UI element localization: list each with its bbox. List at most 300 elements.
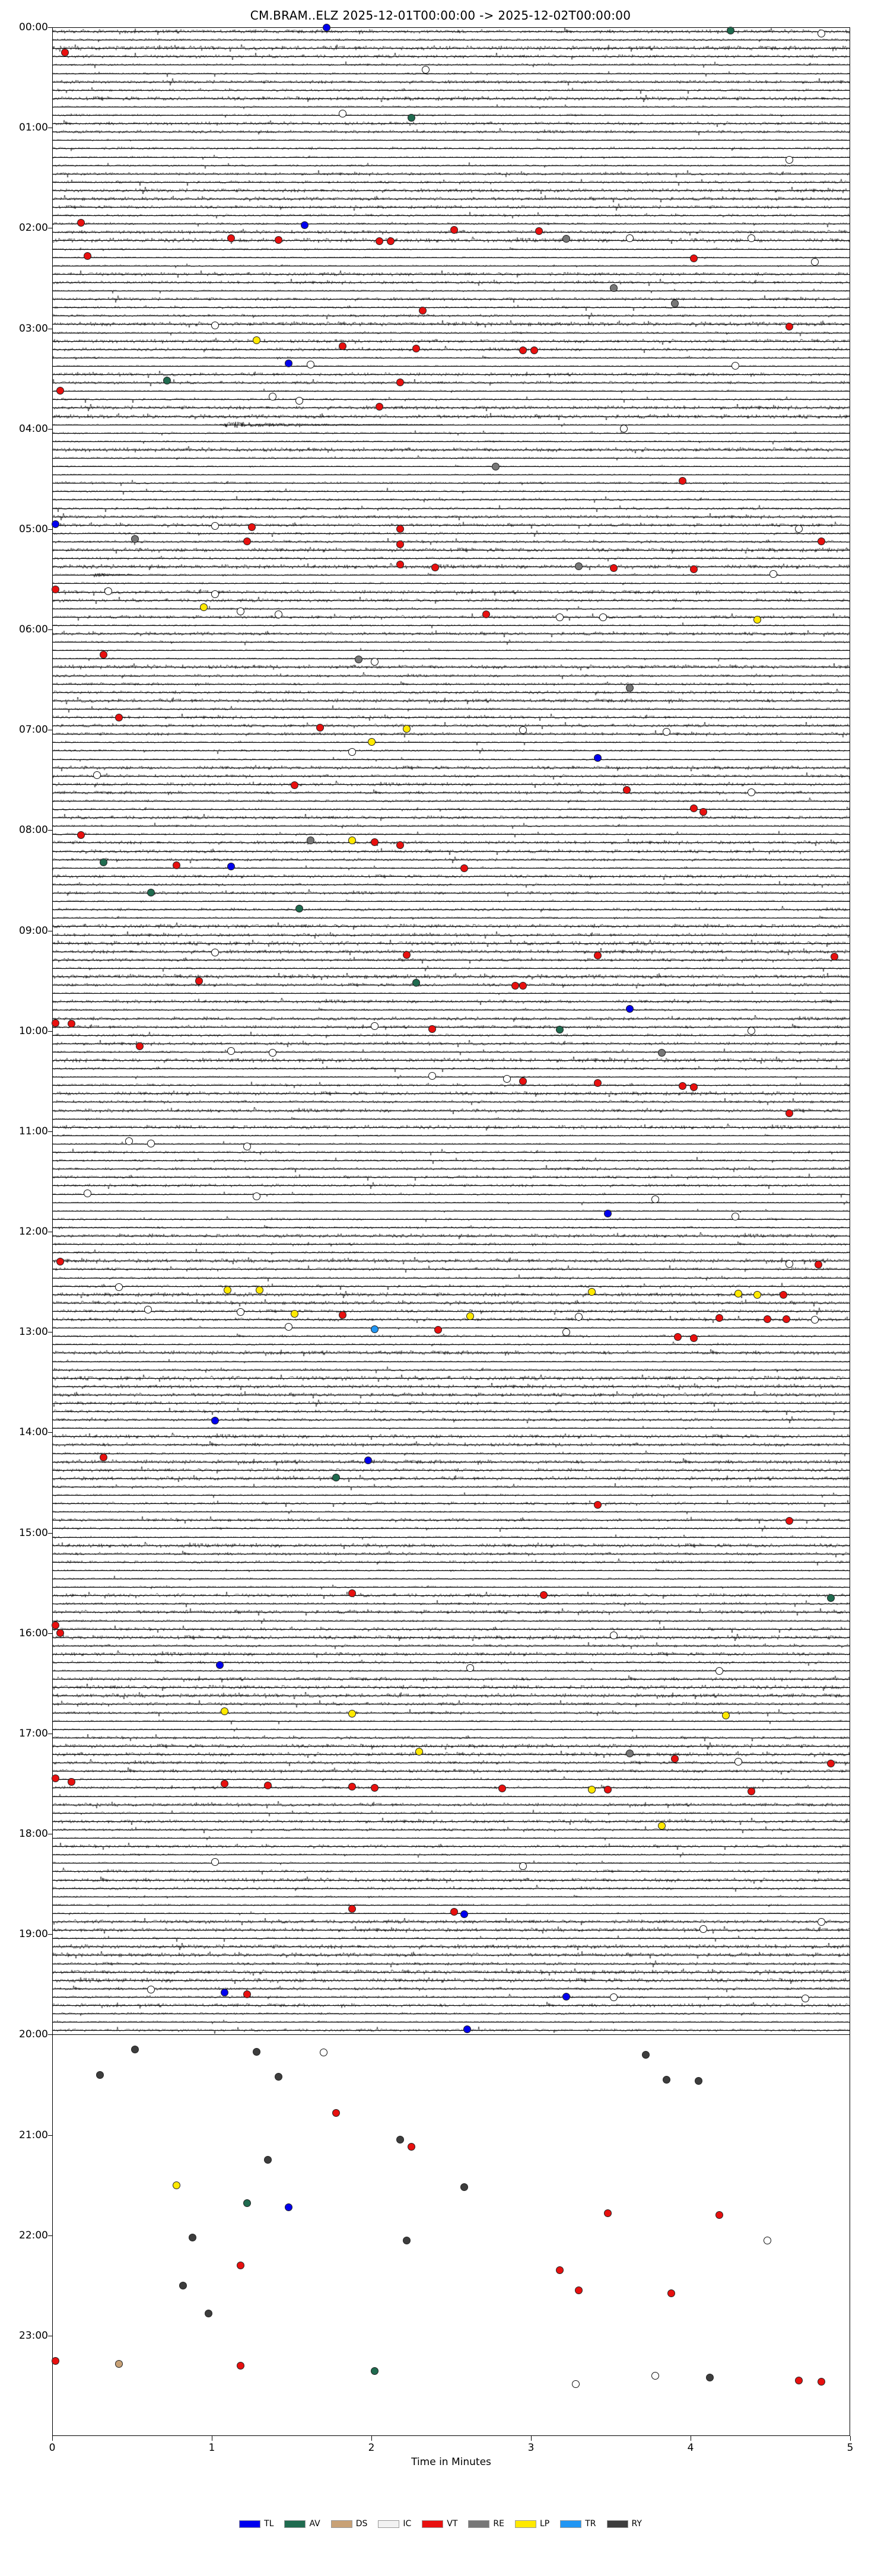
event-marker-ic[interactable] bbox=[785, 156, 793, 164]
event-marker-ry[interactable] bbox=[695, 2077, 702, 2085]
trace-row bbox=[52, 1559, 850, 1566]
event-marker-tr[interactable] bbox=[371, 1325, 379, 1333]
trace-row bbox=[52, 379, 850, 386]
trace-row bbox=[52, 120, 850, 127]
event-marker-ic[interactable] bbox=[764, 2237, 771, 2244]
event-marker-vt[interactable] bbox=[671, 1755, 679, 1763]
trace-row bbox=[52, 589, 850, 596]
event-marker-ry[interactable] bbox=[403, 2237, 411, 2244]
event-marker-tl[interactable] bbox=[285, 2203, 292, 2211]
event-marker-ic[interactable] bbox=[818, 30, 825, 37]
trace-row bbox=[52, 2085, 850, 2092]
hour-tick bbox=[48, 1131, 53, 1132]
event-marker-vt[interactable] bbox=[248, 523, 256, 531]
hour-label: 05:00 bbox=[19, 523, 48, 535]
trace-row bbox=[52, 471, 850, 478]
trace-row bbox=[52, 1366, 850, 1373]
trace-row bbox=[52, 2119, 850, 2126]
trace-row bbox=[52, 756, 850, 763]
trace-row bbox=[52, 154, 850, 161]
event-marker-vt[interactable] bbox=[815, 1261, 822, 1268]
event-marker-vt[interactable] bbox=[237, 2362, 244, 2370]
event-marker-lp[interactable] bbox=[658, 1822, 666, 1830]
event-marker-lp[interactable] bbox=[403, 725, 411, 733]
event-marker-ic[interactable] bbox=[211, 322, 219, 329]
event-marker-ic[interactable] bbox=[93, 771, 101, 779]
event-marker-vt[interactable] bbox=[396, 540, 404, 548]
trace-row bbox=[52, 1809, 850, 1817]
event-marker-vt[interactable] bbox=[764, 1315, 771, 1323]
event-marker-ic[interactable] bbox=[519, 1862, 527, 1870]
trace-row bbox=[52, 1424, 850, 1432]
trace-row bbox=[52, 1132, 850, 1139]
legend-label: LP bbox=[540, 2519, 550, 2529]
trace-row bbox=[52, 1692, 850, 1699]
event-marker-ry[interactable] bbox=[460, 2183, 468, 2191]
event-marker-vt[interactable] bbox=[371, 838, 379, 846]
trace-row bbox=[52, 764, 850, 771]
trace-row bbox=[52, 1943, 850, 1950]
event-marker-vt[interactable] bbox=[371, 1784, 379, 1792]
event-marker-vt[interactable] bbox=[408, 2143, 415, 2151]
trace-row bbox=[52, 1575, 850, 1582]
event-marker-vt[interactable] bbox=[785, 323, 793, 330]
trace-row bbox=[52, 454, 850, 462]
trace-row bbox=[52, 396, 850, 403]
trace-row bbox=[52, 1316, 850, 1323]
event-marker-vt[interactable] bbox=[690, 1334, 698, 1342]
legend-swatch bbox=[607, 2520, 628, 2528]
event-marker-vt[interactable] bbox=[674, 1333, 682, 1341]
hour-label: 09:00 bbox=[19, 924, 48, 937]
event-marker-ic[interactable] bbox=[620, 425, 628, 432]
event-marker-vt[interactable] bbox=[243, 538, 251, 545]
event-marker-ry[interactable] bbox=[642, 2051, 650, 2059]
legend-swatch bbox=[515, 2520, 536, 2528]
event-marker-vt[interactable] bbox=[460, 864, 468, 872]
hour-tick bbox=[48, 1533, 53, 1534]
trace-row bbox=[52, 914, 850, 921]
event-marker-ic[interactable] bbox=[610, 1632, 618, 1639]
event-marker-vt[interactable] bbox=[419, 307, 427, 314]
event-marker-ic[interactable] bbox=[626, 234, 634, 242]
event-marker-vt[interactable] bbox=[100, 651, 107, 659]
event-marker-ic[interactable] bbox=[227, 1047, 235, 1055]
trace-row bbox=[52, 1124, 850, 1131]
event-marker-vt[interactable] bbox=[783, 1315, 790, 1323]
event-marker-vt[interactable] bbox=[690, 255, 698, 262]
event-marker-av[interactable] bbox=[100, 858, 107, 866]
event-marker-vt[interactable] bbox=[519, 1077, 527, 1085]
trace-row bbox=[52, 463, 850, 470]
trace-row bbox=[52, 1458, 850, 1465]
event-marker-ry[interactable] bbox=[179, 2282, 187, 2289]
event-marker-lp[interactable] bbox=[368, 738, 376, 746]
trace-row bbox=[52, 145, 850, 152]
legend-label: RY bbox=[631, 2519, 642, 2529]
event-marker-vt[interactable] bbox=[530, 346, 538, 354]
event-marker-lp[interactable] bbox=[588, 1786, 596, 1793]
trace-row bbox=[52, 956, 850, 963]
trace-row bbox=[52, 287, 850, 294]
event-marker-vt[interactable] bbox=[540, 1591, 548, 1599]
trace-row bbox=[52, 2303, 850, 2310]
event-marker-av[interactable] bbox=[371, 2367, 379, 2375]
trace-row bbox=[52, 613, 850, 621]
event-marker-vt[interactable] bbox=[221, 1780, 228, 1788]
hour-label: 11:00 bbox=[19, 1125, 48, 1137]
trace-row bbox=[52, 1098, 850, 1105]
event-marker-vt[interactable] bbox=[690, 565, 698, 573]
event-marker-ic[interactable] bbox=[371, 1022, 379, 1030]
event-marker-vt[interactable] bbox=[818, 538, 825, 545]
event-marker-ic[interactable] bbox=[147, 1140, 155, 1147]
trace-row bbox=[52, 295, 850, 303]
hour-label: 18:00 bbox=[19, 1828, 48, 1840]
event-marker-vt[interactable] bbox=[519, 982, 527, 990]
trace-row bbox=[52, 1700, 850, 1707]
trace-row bbox=[52, 2428, 850, 2435]
trace-row bbox=[52, 1642, 850, 1649]
trace-row bbox=[52, 2110, 850, 2117]
event-marker-av[interactable] bbox=[412, 979, 420, 987]
trace-row bbox=[52, 2420, 850, 2427]
event-marker-av[interactable] bbox=[243, 2199, 251, 2207]
legend-item-ds[interactable] bbox=[331, 2519, 368, 2529]
event-marker-vt[interactable] bbox=[623, 786, 631, 794]
legend-swatch bbox=[331, 2520, 352, 2528]
event-marker-vt[interactable] bbox=[780, 1291, 787, 1299]
hour-label: 19:00 bbox=[19, 1928, 48, 1941]
event-marker-vt[interactable] bbox=[715, 1314, 723, 1322]
event-marker-lp[interactable] bbox=[256, 1286, 263, 1294]
trace-row bbox=[52, 1265, 850, 1273]
event-marker-ic[interactable] bbox=[211, 1858, 219, 1866]
trace-row bbox=[52, 2336, 850, 2343]
trace-row bbox=[52, 479, 850, 486]
event-marker-vt[interactable] bbox=[604, 1786, 612, 1793]
event-marker-lp[interactable] bbox=[348, 1710, 356, 1718]
trace-row bbox=[52, 70, 850, 77]
event-marker-lp[interactable] bbox=[224, 1286, 231, 1294]
trace-row bbox=[52, 413, 850, 420]
event-marker-ic[interactable] bbox=[428, 1072, 436, 1080]
event-marker-tl[interactable] bbox=[460, 1910, 468, 1918]
event-marker-ic[interactable] bbox=[371, 658, 379, 666]
trace-row bbox=[52, 371, 850, 378]
event-marker-ry[interactable] bbox=[189, 2234, 196, 2241]
event-marker-vt[interactable] bbox=[511, 982, 519, 990]
trace-row bbox=[52, 78, 850, 85]
hour-label: 02:00 bbox=[19, 222, 48, 234]
trace-row bbox=[52, 329, 850, 336]
trace-row bbox=[52, 1040, 850, 1047]
event-marker-lp[interactable] bbox=[348, 837, 356, 844]
legend-item-vt[interactable] bbox=[422, 2519, 457, 2529]
event-marker-vt[interactable] bbox=[84, 252, 91, 260]
event-marker-ic[interactable] bbox=[237, 608, 244, 615]
event-marker-vt[interactable] bbox=[61, 49, 69, 56]
trace-row bbox=[52, 1358, 850, 1365]
trace-row bbox=[52, 1073, 850, 1080]
event-marker-ic[interactable] bbox=[802, 1995, 809, 2002]
event-marker-vt[interactable] bbox=[52, 2357, 59, 2365]
trace-row bbox=[52, 1173, 850, 1181]
legend-item-tl[interactable] bbox=[239, 2519, 273, 2529]
trace-row bbox=[52, 1140, 850, 1147]
trace-row bbox=[52, 2378, 850, 2385]
event-marker-ic[interactable] bbox=[748, 788, 755, 796]
trace-row bbox=[52, 2002, 850, 2009]
trace-row bbox=[52, 730, 850, 737]
event-marker-ic[interactable] bbox=[785, 1260, 793, 1268]
event-marker-vt[interactable] bbox=[348, 1589, 356, 1597]
event-marker-re[interactable] bbox=[307, 837, 314, 844]
event-marker-vt[interactable] bbox=[68, 1778, 75, 1786]
event-marker-ic[interactable] bbox=[211, 949, 219, 956]
event-marker-vt[interactable] bbox=[403, 951, 411, 959]
hour-tick bbox=[48, 1432, 53, 1433]
legend-swatch bbox=[422, 2520, 443, 2528]
legend-item-ry[interactable] bbox=[607, 2519, 642, 2529]
event-marker-ic[interactable] bbox=[599, 613, 607, 621]
event-marker-vt[interactable] bbox=[376, 403, 383, 411]
event-marker-ry[interactable] bbox=[253, 2048, 260, 2056]
event-marker-ic[interactable] bbox=[125, 1137, 133, 1145]
event-marker-vt[interactable] bbox=[68, 1020, 75, 1028]
event-marker-ic[interactable] bbox=[104, 587, 112, 595]
trace-row bbox=[52, 1191, 850, 1198]
event-marker-vt[interactable] bbox=[690, 804, 698, 812]
event-marker-tl[interactable] bbox=[227, 863, 235, 870]
trace-row bbox=[52, 889, 850, 896]
x-tick bbox=[850, 2436, 851, 2441]
event-marker-vt[interactable] bbox=[535, 227, 543, 235]
trace-row bbox=[52, 873, 850, 880]
trace-row bbox=[52, 362, 850, 370]
trace-row bbox=[52, 1901, 850, 1909]
trace-row bbox=[52, 2228, 850, 2235]
event-marker-ic[interactable] bbox=[339, 110, 346, 117]
event-marker-ry[interactable] bbox=[96, 2071, 104, 2079]
trace-row bbox=[52, 1851, 850, 1858]
event-marker-vt[interactable] bbox=[604, 2209, 612, 2217]
trace-row bbox=[52, 839, 850, 846]
event-marker-tl[interactable] bbox=[562, 1993, 570, 2001]
event-marker-tl[interactable] bbox=[323, 24, 330, 31]
event-marker-tl[interactable] bbox=[221, 1989, 228, 1996]
event-marker-ic[interactable] bbox=[731, 1213, 739, 1220]
trace-row bbox=[52, 797, 850, 804]
event-marker-lp[interactable] bbox=[415, 1748, 423, 1756]
trace-row bbox=[52, 697, 850, 704]
legend-item-ic[interactable] bbox=[378, 2519, 411, 2529]
event-marker-vt[interactable] bbox=[237, 2262, 244, 2269]
event-marker-ic[interactable] bbox=[748, 1027, 755, 1035]
event-marker-ic[interactable] bbox=[147, 1986, 155, 1993]
trace-row bbox=[52, 714, 850, 721]
trace-row bbox=[52, 622, 850, 629]
trace-row bbox=[52, 2069, 850, 2076]
event-marker-re[interactable] bbox=[671, 300, 679, 307]
legend-item-tr[interactable] bbox=[560, 2519, 596, 2529]
trace-row bbox=[52, 312, 850, 319]
trace-row bbox=[52, 1826, 850, 1833]
event-marker-ry[interactable] bbox=[663, 2076, 670, 2084]
trace-row bbox=[52, 1023, 850, 1031]
section-divider bbox=[52, 2034, 850, 2035]
event-marker-ic[interactable] bbox=[556, 613, 564, 621]
trace-row bbox=[52, 2386, 850, 2393]
trace-row bbox=[52, 546, 850, 554]
hour-label: 22:00 bbox=[19, 2229, 48, 2241]
event-marker-vt[interactable] bbox=[56, 387, 64, 395]
event-marker-ic[interactable] bbox=[562, 1328, 570, 1336]
trace-row bbox=[52, 931, 850, 939]
trace-row bbox=[52, 530, 850, 537]
trace-row bbox=[52, 1834, 850, 1842]
event-marker-lp[interactable] bbox=[588, 1288, 596, 1296]
trace-row bbox=[52, 2060, 850, 2068]
trace-row bbox=[52, 1650, 850, 1658]
event-marker-ic[interactable] bbox=[237, 1308, 244, 1316]
event-marker-lp[interactable] bbox=[173, 2181, 180, 2189]
event-marker-ry[interactable] bbox=[264, 2156, 272, 2164]
trace-row bbox=[52, 973, 850, 980]
event-marker-ic[interactable] bbox=[320, 2049, 327, 2056]
trace-row bbox=[52, 864, 850, 872]
event-marker-ic[interactable] bbox=[269, 393, 276, 400]
trace-row bbox=[52, 1400, 850, 1407]
legend-item-lp[interactable] bbox=[515, 2519, 549, 2529]
trace-row bbox=[52, 1968, 850, 1976]
trace-row bbox=[52, 1742, 850, 1750]
event-marker-tl[interactable] bbox=[211, 1417, 219, 1424]
event-marker-vt[interactable] bbox=[690, 1083, 698, 1091]
trace-row bbox=[52, 772, 850, 780]
event-marker-vt[interactable] bbox=[52, 1621, 59, 1629]
event-marker-vt[interactable] bbox=[785, 1517, 793, 1525]
legend-item-av[interactable] bbox=[284, 2519, 320, 2529]
trace-row bbox=[52, 923, 850, 930]
event-marker-ic[interactable] bbox=[731, 362, 739, 370]
trace-row bbox=[52, 387, 850, 395]
event-marker-av[interactable] bbox=[147, 889, 155, 896]
event-marker-ic[interactable] bbox=[572, 2380, 580, 2388]
event-marker-ic[interactable] bbox=[285, 1323, 292, 1331]
event-marker-re[interactable] bbox=[626, 684, 634, 692]
event-marker-vt[interactable] bbox=[387, 237, 395, 245]
event-marker-ic[interactable] bbox=[734, 1758, 742, 1766]
hour-label: 20:00 bbox=[19, 2028, 48, 2041]
trace-row bbox=[52, 1475, 850, 1482]
trace-row bbox=[52, 1583, 850, 1591]
event-marker-vt[interactable] bbox=[412, 345, 420, 352]
event-marker-vt[interactable] bbox=[339, 1311, 346, 1319]
legend-swatch bbox=[284, 2520, 306, 2528]
event-marker-vt[interactable] bbox=[52, 1019, 59, 1027]
event-marker-vt[interactable] bbox=[243, 1990, 251, 1998]
trace-row bbox=[52, 2294, 850, 2301]
trace-row bbox=[52, 2077, 850, 2084]
trace-row bbox=[52, 2395, 850, 2402]
trace-row bbox=[52, 1600, 850, 1607]
trace-row bbox=[52, 136, 850, 144]
event-marker-lp[interactable] bbox=[466, 1312, 474, 1320]
trace-row bbox=[52, 1107, 850, 1114]
trace-row bbox=[52, 488, 850, 495]
trace-row bbox=[52, 1516, 850, 1524]
trace-row bbox=[52, 87, 850, 94]
event-marker-ic[interactable] bbox=[115, 1283, 123, 1291]
trace-row bbox=[52, 1157, 850, 1164]
event-marker-av[interactable] bbox=[408, 114, 415, 122]
event-marker-vt[interactable] bbox=[100, 1454, 107, 1461]
hour-tick bbox=[48, 429, 53, 430]
event-marker-vt[interactable] bbox=[431, 564, 439, 571]
trace-row bbox=[52, 2043, 850, 2050]
trace-row bbox=[52, 1241, 850, 1248]
event-marker-vt[interactable] bbox=[227, 234, 235, 242]
trace-row bbox=[52, 1441, 850, 1448]
trace-row bbox=[52, 1885, 850, 1892]
trace-row bbox=[52, 1977, 850, 1984]
event-marker-tl[interactable] bbox=[52, 520, 59, 528]
trace-row bbox=[52, 1082, 850, 1089]
hour-label: 15:00 bbox=[19, 1526, 48, 1539]
event-marker-ic[interactable] bbox=[519, 726, 527, 734]
event-marker-vt[interactable] bbox=[136, 1042, 144, 1050]
event-marker-vt[interactable] bbox=[428, 1025, 436, 1033]
event-marker-lp[interactable] bbox=[722, 1712, 730, 1719]
trace-row bbox=[52, 2328, 850, 2335]
event-marker-lp[interactable] bbox=[753, 616, 761, 624]
event-marker-ic[interactable] bbox=[748, 234, 755, 242]
event-marker-vt[interactable] bbox=[52, 586, 59, 593]
hour-tick bbox=[48, 2135, 53, 2136]
event-marker-vt[interactable] bbox=[396, 561, 404, 568]
event-marker-tl[interactable] bbox=[301, 221, 308, 229]
trace-row bbox=[52, 2144, 850, 2151]
event-marker-vt[interactable] bbox=[56, 1629, 64, 1637]
event-marker-ic[interactable] bbox=[422, 66, 430, 74]
trace-row bbox=[52, 203, 850, 211]
trace-row bbox=[52, 1057, 850, 1064]
trace-row bbox=[52, 1341, 850, 1348]
event-marker-vt[interactable] bbox=[195, 977, 203, 985]
trace-row bbox=[52, 1165, 850, 1172]
trace-row bbox=[52, 630, 850, 637]
event-marker-av[interactable] bbox=[727, 27, 734, 34]
trace-row bbox=[52, 1207, 850, 1214]
event-marker-ic[interactable] bbox=[243, 1143, 251, 1150]
trace-row bbox=[52, 605, 850, 612]
event-marker-ic[interactable] bbox=[84, 1190, 91, 1197]
trace-row bbox=[52, 1608, 850, 1615]
event-marker-tl[interactable] bbox=[285, 360, 292, 367]
event-marker-vt[interactable] bbox=[831, 953, 838, 961]
trace-row bbox=[52, 1675, 850, 1683]
event-marker-vt[interactable] bbox=[264, 1782, 272, 1789]
trace-row bbox=[52, 2035, 850, 2042]
legend-item-re[interactable] bbox=[468, 2519, 504, 2529]
trace-row bbox=[52, 940, 850, 947]
trace-row bbox=[52, 2169, 850, 2176]
event-marker-tl[interactable] bbox=[604, 1210, 612, 1217]
trace-row bbox=[52, 672, 850, 679]
trace-row bbox=[52, 279, 850, 286]
event-marker-vt[interactable] bbox=[376, 237, 383, 245]
